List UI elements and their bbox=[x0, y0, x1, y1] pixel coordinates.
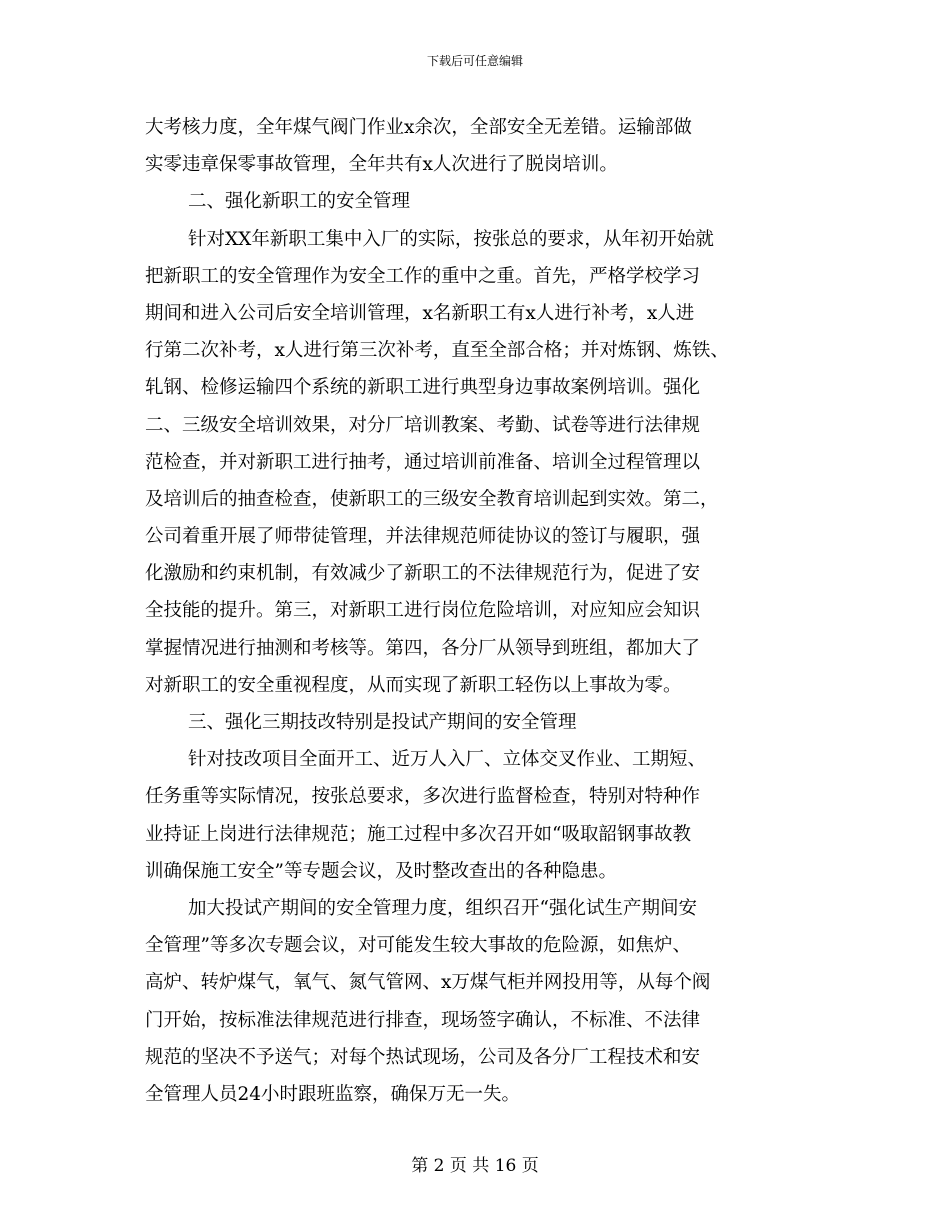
text-line: 范检查，并对新职工进行抽考，通过培训前准备、培训全过程管理以 bbox=[145, 451, 701, 473]
text-line: 任务重等实际情况，按张总要求，多次进行监督检查，特别对特种作 bbox=[145, 786, 701, 808]
text-line: 实零违章保零事故管理，全年共有x人次进行了脱岗培训。 bbox=[145, 154, 618, 176]
text-line: 门开始，按标准法律规范进行排查，现场签字确认，不标准、不法律 bbox=[145, 1009, 701, 1031]
text-line: 高炉、转炉煤气，氧气、氮气管网、x万煤气柜并网投用等，从每个阀 bbox=[145, 972, 711, 994]
text-line: 把新职工的安全管理作为安全工作的重中之重。首先，严格学校学习 bbox=[145, 265, 701, 287]
text-line: 训确保施工安全”等专题会议，及时整改查出的各种隐患。 bbox=[145, 860, 617, 882]
text-line: 全管理”等多次专题会议，对可能发生较大事故的危险源，如焦炉、 bbox=[145, 935, 691, 957]
text-line: 加大投试产期间的安全管理力度，组织召开“强化试生产期间安 bbox=[188, 897, 697, 919]
text-line: 期间和进入公司后安全培训管理，x名新职工有x人进行补考，x人进 bbox=[145, 302, 695, 324]
document-body bbox=[145, 112, 825, 1116]
text-line: 对新职工的安全重视程度，从而实现了新职工轻伤以上事故为零。 bbox=[145, 674, 682, 696]
text-line: 公司着重开展了师带徒管理，并法律规范师徒协议的签订与履职，强 bbox=[145, 526, 701, 548]
text-line: 及培训后的抽查检查，使新职工的三级安全教育培训起到实效。第二， bbox=[145, 488, 719, 510]
text-line: 业持证上岗进行法律规范；施工过程中多次召开如“吸取韶钢事故教 bbox=[145, 823, 691, 845]
text-line: 大考核力度，全年煤气阀门作业x余次，全部安全无差错。运输部做 bbox=[145, 117, 692, 138]
text-line: 掌握情况进行抽测和考核等。第四，各分厂从领导到班组，都加大了 bbox=[145, 637, 701, 659]
text-line: 规范的坚决不予送气；对每个热试现场，公司及各分厂工程技术和安 bbox=[145, 1046, 701, 1068]
text-line: 二、强化新职工的安全管理 bbox=[188, 191, 411, 213]
page-footer: 第 2 页 共 16 页 bbox=[411, 1156, 539, 1176]
text-line: 三、强化三期技改特别是投试产期间的安全管理 bbox=[188, 712, 577, 733]
text-line: 全技能的提升。第三，对新职工进行岗位危险培训，对应知应会知识 bbox=[145, 600, 701, 622]
text-line: 针对XX年新职工集中入厂的实际，按张总的要求，从年初开始就 bbox=[188, 228, 714, 250]
text-line: 针对技改项目全面开工、近万人入厂、立体交叉作业、工期短、 bbox=[188, 749, 707, 771]
page-header: 下载后可任意编辑 bbox=[426, 54, 523, 68]
text-line: 行第二次补考，x人进行第三次补考，直至全部合格；并对炼钢、炼铁、 bbox=[145, 340, 729, 362]
text-line: 全管理人员24小时跟班监察，确保万无一失。 bbox=[145, 1083, 521, 1105]
text-line: 轧钢、检修运输四个系统的新职工进行典型身边事故案例培训。强化 bbox=[145, 377, 701, 399]
text-line: 二、三级安全培训效果，对分厂培训教案、考勤、试卷等进行法律规 bbox=[145, 414, 701, 436]
text-line: 化激励和约束机制，有效减少了新职工的不法律规范行为，促进了安 bbox=[145, 563, 701, 585]
